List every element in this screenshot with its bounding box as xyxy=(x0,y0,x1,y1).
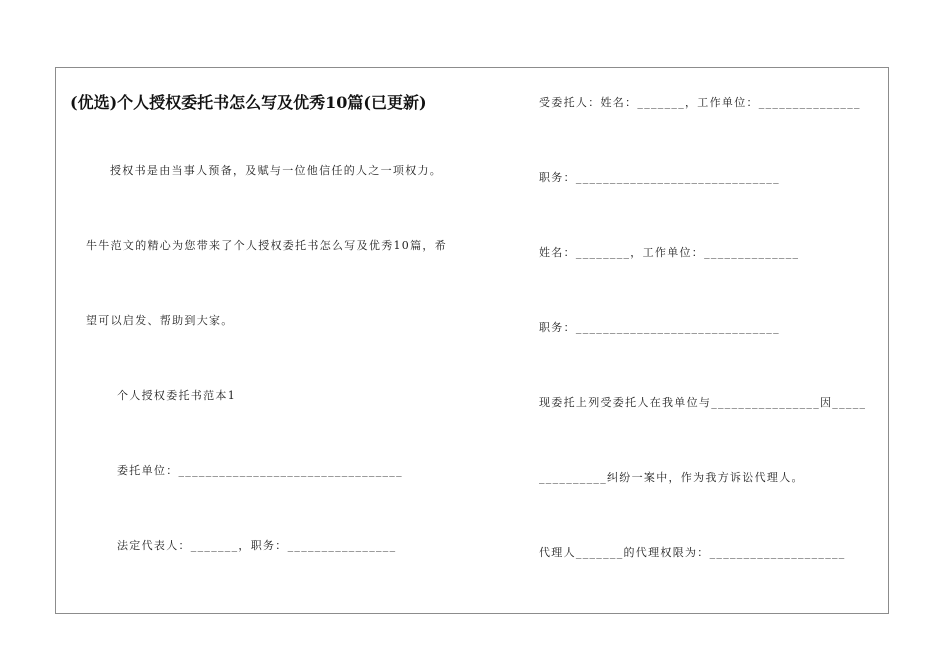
second-name-unit-field: 姓名：________，工作单位：______________ xyxy=(539,246,800,259)
page-frame xyxy=(55,67,889,614)
entrustment-clause-line-1: 现委托上列受委托人在我单位与________________因_____ xyxy=(539,396,867,409)
sample-heading: 个人授权委托书范本1 xyxy=(117,389,236,402)
intro-paragraph-line-2: 牛牛范文的精心为您带来了个人授权委托书怎么写及优秀10篇，希 xyxy=(86,239,447,252)
agent-authority-field: 代理人_______的代理权限为：____________________ xyxy=(539,546,846,559)
intro-paragraph-line-1: 授权书是由当事人预备，及赋与一位他信任的人之一项权力。 xyxy=(110,164,443,177)
document-title: (优选)个人授权委托书怎么写及优秀10篇(已更新) xyxy=(70,93,427,112)
legal-representative-field: 法定代表人：_______，职务：________________ xyxy=(117,539,397,552)
entrusting-unit-field: 委托单位：_________________________________ xyxy=(117,464,403,477)
trustee-name-unit-field: 受委托人：姓名：_______，工作单位：_______________ xyxy=(539,96,861,109)
entrustment-clause-line-2: __________纠纷一案中，作为我方诉讼代理人。 xyxy=(539,471,804,484)
intro-paragraph-line-3: 望可以启发、帮助到大家。 xyxy=(86,314,234,327)
second-position-field: 职务：______________________________ xyxy=(539,321,780,334)
trustee-position-field: 职务：______________________________ xyxy=(539,171,780,184)
